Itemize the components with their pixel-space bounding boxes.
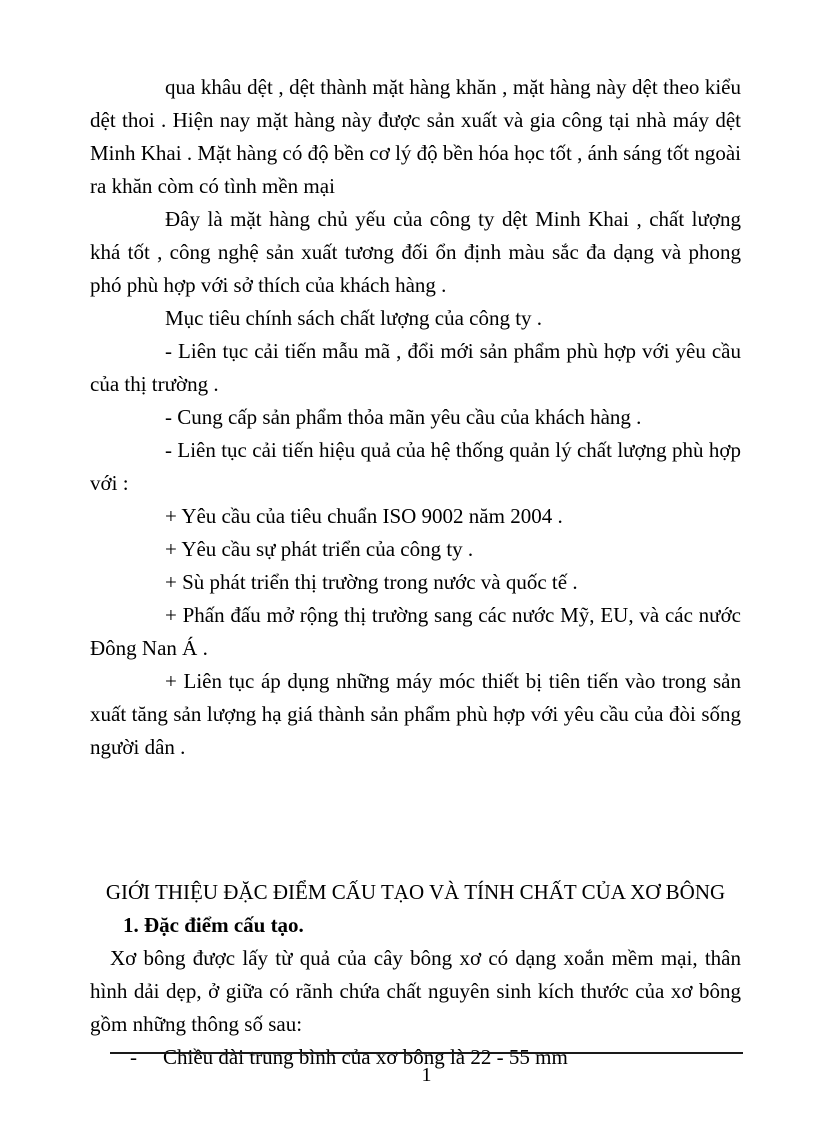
requirement-item-expand: + Phấn đấu mở rộng thị trường sang các nước Mỹ, EU, và các nước Đông Nan Á . xyxy=(90,603,741,660)
subsection-heading-structure: 1. Đặc điểm cấu tạo. xyxy=(123,913,304,937)
document-body xyxy=(90,0,741,1074)
page-footer xyxy=(0,1052,816,1086)
quality-item-improve: - Liên tục cải tiến hiệu quả của hệ thống quản lý chất lượng phù hợp với : xyxy=(90,438,741,495)
paragraph-intro-weave: qua khâu dệt , dệt thành mặt hàng khăn , mặt hàng này dệt theo kiểu dệt thoi . Hiện nay mặt hàng này được sản xuất và gia công tại nhà máy dệt Minh Khai . Mặt hàng có độ bền cơ lý độ bền hóa học tốt , ánh sáng tốt ngoài ra khăn còm có tình mền mại xyxy=(90,75,741,198)
paragraph-quality-policy: Mục tiêu chính sách chất lượng của công ty . xyxy=(165,306,543,330)
requirement-item-market: + Sù phát triển thị trường trong nước và quốc tế . xyxy=(165,570,578,594)
requirement-item-machinery: + Liên tục áp dụng những máy móc thiết bị tiên tiến vào trong sản xuất tăng sản lượng hạ giá thành sản phẩm phù hợp với yêu cầu của đòi sống người dân . xyxy=(90,669,741,759)
requirement-item-company: + Yêu cầu sự phát triển của công ty . xyxy=(165,537,474,561)
page-number: 1 xyxy=(421,1064,432,1086)
quality-item-supply: - Cung cấp sản phẩm thỏa mãn yêu cầu của khách hàng . xyxy=(165,405,642,429)
section-heading-cotton-fiber: GIỚI THIỆU ĐẶC ĐIỂM CẤU TẠO VÀ TÍNH CHẤT CỦA XƠ BÔNG xyxy=(105,880,726,904)
list-dash-marker: - xyxy=(130,1045,137,1069)
paragraph-main-product: Đây là mặt hàng chủ yếu của công ty dệt Minh Khai , chất lượng khá tốt , công nghệ sản xuất tương đối ổn định màu sắc đa dạng và phong phó phù hợp với sở thích của khách hàng . xyxy=(90,207,741,297)
requirement-item-iso: + Yêu cầu của tiêu chuẩn ISO 9002 năm 2004 . xyxy=(165,504,563,528)
paragraph-cotton-description: Xơ bông được lấy từ quả của cây bông xơ có dạng xoắn mềm mại, thân hình dải dẹp, ở giữa có rãnh chứa chất nguyên sinh kích thước của xơ bông gồm những thông số sau: xyxy=(90,946,741,1036)
list-item-text: Chiều dài trung bình của xơ bông là 22 - 55 mm xyxy=(163,1045,568,1069)
quality-item-design: - Liên tục cải tiến mẫu mã , đổi mới sản phẩm phù hợp với yêu cầu của thị trường . xyxy=(90,339,741,396)
